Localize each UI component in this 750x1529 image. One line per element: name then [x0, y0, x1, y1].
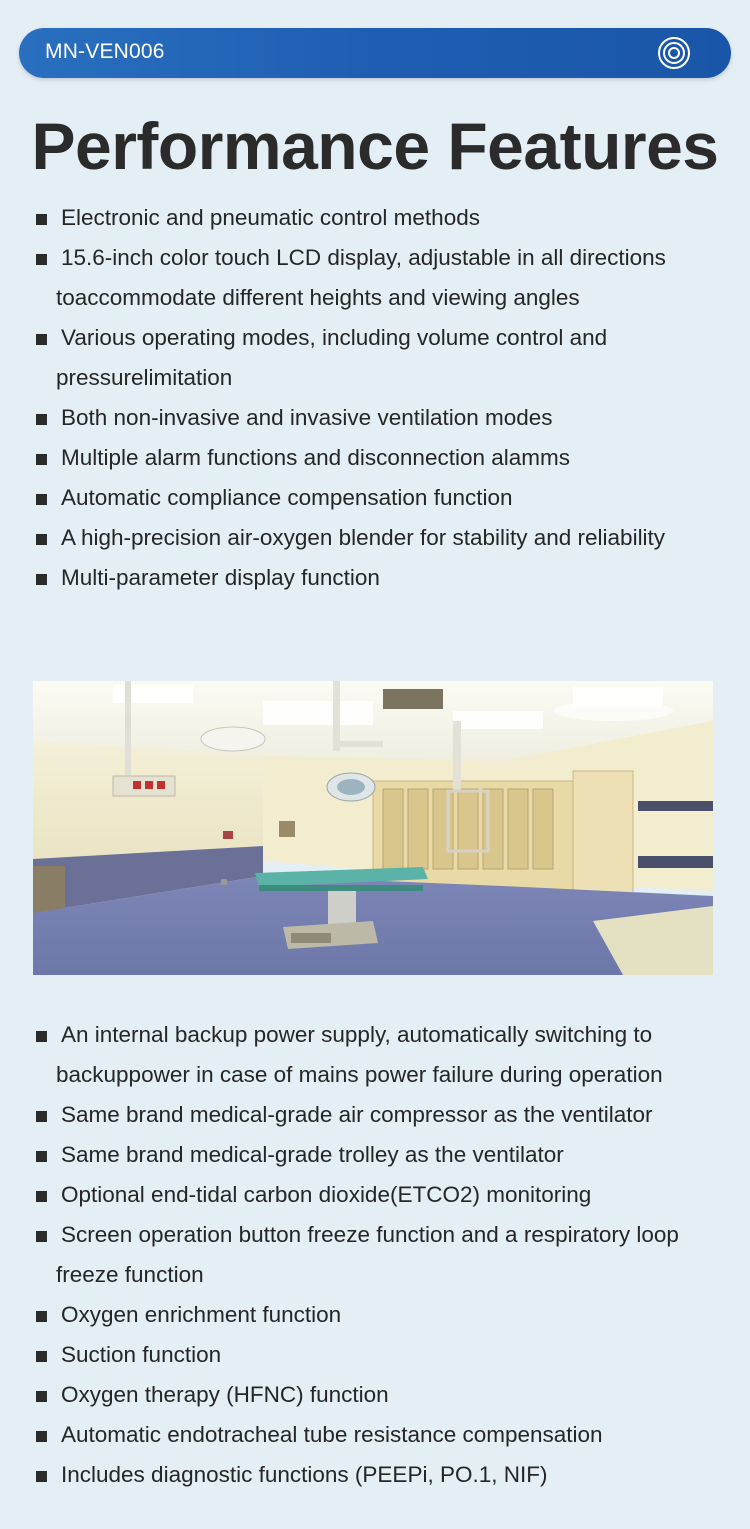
feature-item [0, 1415, 750, 1455]
feature-item [0, 1375, 750, 1415]
feature-item [0, 1295, 750, 1335]
square-bullet-icon [36, 254, 47, 265]
feature-item [0, 1335, 750, 1375]
feature-item [0, 1135, 750, 1175]
feature-text: Electronic and pneumatic control methods [61, 205, 480, 230]
feature-text: Oxygen enrichment function [61, 1302, 342, 1327]
feature-text: A high-precision air-oxygen blender for stability and reliability [61, 525, 666, 550]
feature-text: Multiple alarm functions and disconnection alamms [61, 445, 570, 470]
target-icon [657, 36, 691, 70]
feature-text: Suction function [61, 1342, 222, 1367]
model-code: MN-VEN006 [45, 40, 165, 63]
square-bullet-icon [36, 1351, 47, 1362]
feature-text: Includes diagnostic functions (PEEPi, PO.1, NIF) [61, 1462, 548, 1487]
page-title: Performance Features [31, 109, 719, 183]
feature-item [0, 438, 750, 478]
operating-room-photo [33, 681, 713, 975]
model-header-bar [19, 28, 731, 78]
feature-item [0, 1455, 750, 1495]
feature-text: Various operating modes, including volume control and pressurelimitation [56, 325, 608, 390]
feature-text: Same brand medical-grade trolley as the ventilator [61, 1142, 564, 1167]
feature-item [0, 1095, 750, 1135]
feature-text: Automatic endotracheal tube resistance compensation [61, 1422, 603, 1447]
square-bullet-icon [36, 334, 47, 345]
feature-text: Both non-invasive and invasive ventilation modes [61, 405, 553, 430]
square-bullet-icon [36, 1431, 47, 1442]
feature-item [0, 398, 750, 438]
square-bullet-icon [36, 574, 47, 585]
square-bullet-icon [36, 1031, 47, 1042]
square-bullet-icon [36, 534, 47, 545]
feature-item [0, 198, 750, 238]
square-bullet-icon [36, 214, 47, 225]
feature-item [0, 1175, 750, 1215]
square-bullet-icon [36, 454, 47, 465]
feature-item [0, 318, 750, 398]
feature-text: Oxygen therapy (HFNC) function [61, 1382, 389, 1407]
square-bullet-icon [36, 1191, 47, 1202]
feature-text: Optional end-tidal carbon dioxide(ETCO2) monitoring [61, 1182, 592, 1207]
feature-text: Automatic compliance compensation function [61, 485, 513, 510]
square-bullet-icon [36, 414, 47, 425]
feature-text: Same brand medical-grade air compressor as the ventilator [61, 1102, 653, 1127]
feature-list-bottom [0, 1015, 750, 1495]
feature-list-top [0, 198, 750, 598]
feature-text: Multi-parameter display function [61, 565, 380, 590]
feature-text: Screen operation button freeze function and a respiratory loop freeze function [56, 1222, 679, 1287]
feature-item [0, 238, 750, 318]
square-bullet-icon [36, 1311, 47, 1322]
feature-text: 15.6-inch color touch LCD display, adjustable in all directions toaccommodate different heights and viewing angles [56, 245, 666, 310]
square-bullet-icon [36, 1471, 47, 1482]
square-bullet-icon [36, 1111, 47, 1122]
square-bullet-icon [36, 1151, 47, 1162]
feature-item [0, 1015, 750, 1095]
feature-item [0, 518, 750, 558]
square-bullet-icon [36, 1391, 47, 1402]
feature-item [0, 478, 750, 518]
square-bullet-icon [36, 494, 47, 505]
square-bullet-icon [36, 1231, 47, 1242]
feature-item [0, 1215, 750, 1295]
feature-item [0, 558, 750, 598]
feature-text: An internal backup power supply, automatically switching to backuppower in case of mains power failure during operation [56, 1022, 663, 1087]
